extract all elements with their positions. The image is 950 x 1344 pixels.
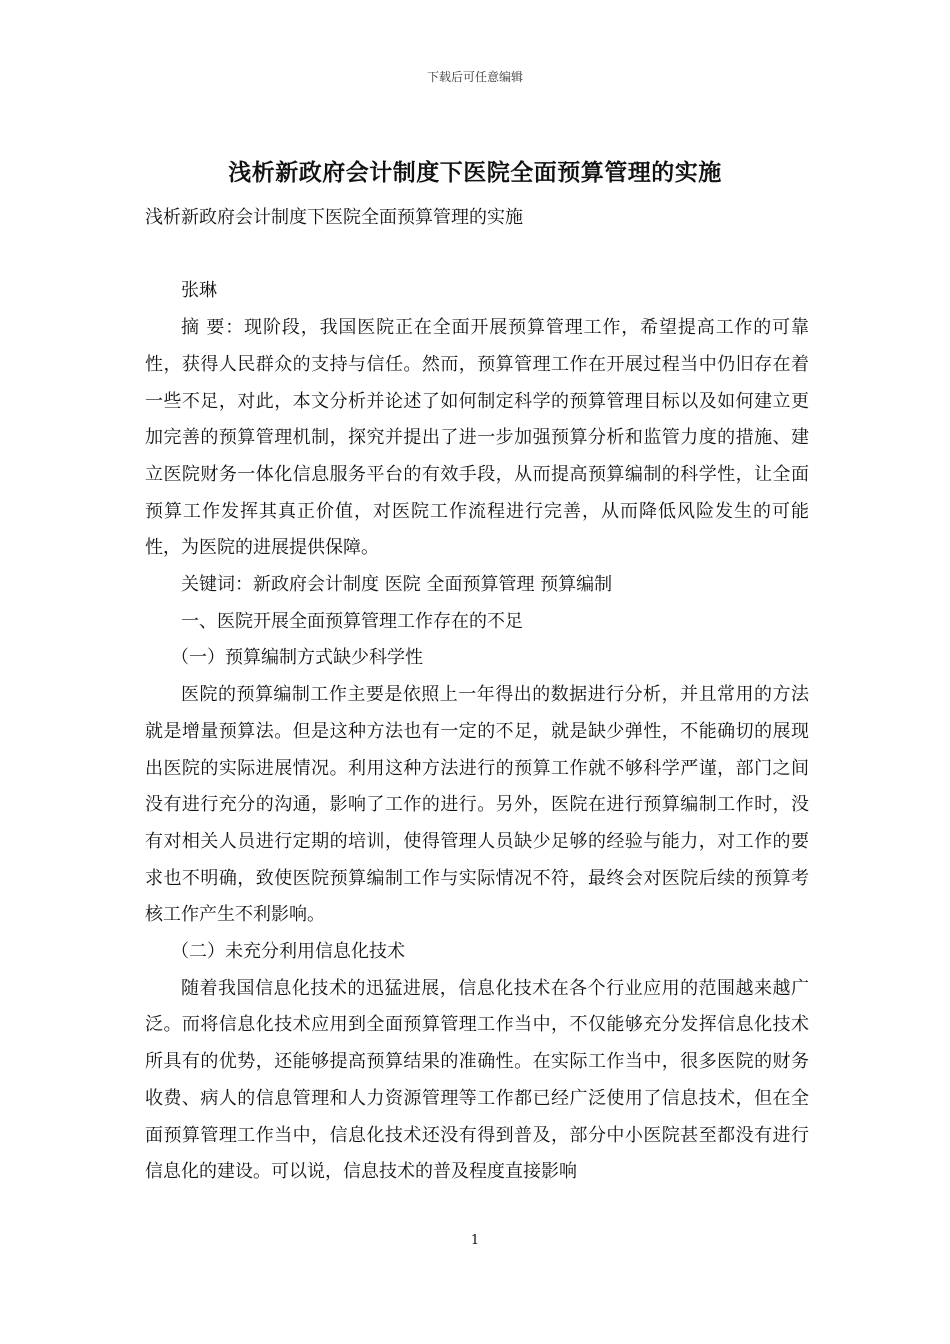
body-paragraph: 随着我国信息化技术的迅猛进展，信息化技术在各个行业应用的范围越来越广泛。而将信息化技术应用到全面预算管理工作当中，不仅能够充分发挥信息化技术所具有的优势，还能够提高预算结果的准确性。在实际工作当中，很多医院的财务收费、病人的信息管理和人力资源管理等工作都已经广泛使用了信息技术，但在全面预算管理工作当中，信息化技术还没有得到普及，部分中小医院甚至都没有进行信息化的建设。可以说，信息技术的普及程度直接影响 (145, 977, 809, 1183)
keywords-line: 关键词：新政府会计制度 医院 全面预算管理 预算编制 (181, 574, 613, 596)
header-note: 下载后可任意编辑 (426, 70, 523, 84)
document-subtitle: 浅析新政府会计制度下医院全面预算管理的实施 (145, 207, 523, 228)
subsection-heading: （一）预算编制方式缺少科学性 (171, 647, 423, 669)
document-body (145, 200, 809, 1191)
page-number: 1 (470, 1233, 480, 1248)
subsection-heading: （二）未充分利用信息化技术 (171, 941, 405, 963)
abstract-paragraph: 摘 要：现阶段，我国医院正在全面开展预算管理工作，希望提高工作的可靠性，获得人民群众的支持与信任。然而，预算管理工作在开展过程当中仍旧存在着一些不足，对此，本文分析并论述了如何制定科学的预算管理目标以及如何建立更加完善的预算管理机制，探究并提出了进一步加强预算分析和监管力度的措施、建立医院财务一体化信息服务平台的有效手段，从而提高预算编制的科学性，让全面预算工作发挥其真正价值，对医院工作流程进行完善，从而降低风险发生的可能性，为医院的进展提供保障。 (145, 317, 809, 559)
body-paragraph: 医院的预算编制工作主要是依照上一年得出的数据进行分析，并且常用的方法就是增量预算法。但是这种方法也有一定的不足，就是缺少弹性，不能确切的展现出医院的实际进展情况。利用这种方法进行的预算工作就不够科学严谨，部门之间没有进行充分的沟通，影响了工作的进行。另外，医院在进行预算编制工作时，没有对相关人员进行定期的培训，使得管理人员缺少足够的经验与能力，对工作的要求也不明确，致使医院预算编制工作与实际情况不符，最终会对医院后续的预算考核工作产生不利影响。 (145, 684, 809, 926)
document-title: 浅析新政府会计制度下医院全面预算管理的实施 (228, 160, 722, 186)
section-heading: 一、医院开展全面预算管理工作存在的不足 (181, 610, 523, 632)
author: 张琳 (181, 280, 217, 302)
blank-line (145, 237, 809, 274)
